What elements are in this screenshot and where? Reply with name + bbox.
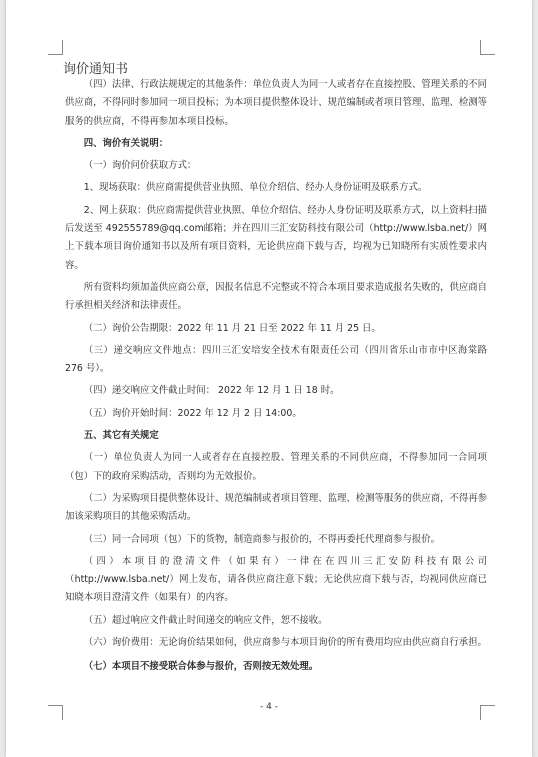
crop-mark-top-right — [480, 40, 495, 55]
page-number: - 4 - — [260, 702, 278, 712]
paragraph-inquiry-start: （五）询价开始时间：2022 年 12 月 2 日 14:00。 — [83, 407, 302, 419]
paragraph-announcement-period: （二）询价公告期限：2022 年 11 月 21 日至 2022 年 11 月 25 日。 — [83, 322, 381, 334]
paragraph-rule-7: （七）本项目不接受联合体参与报价，否则按无效处理。 — [83, 661, 319, 673]
paragraph-obtain-method: （一）询价问价获取方式： — [83, 160, 197, 172]
document-page — [6, 0, 532, 757]
paragraph-seal-requirement: 所有资料均须加盖供应商公章，因报名信息不完整或不符合本项目要求造成报名失败的，供应商自行承担相关经济和法律责任。 — [65, 281, 487, 312]
paragraph-online-obtain: 2、网上获取：供应商需提供营业执照、单位介绍信、经办人身份证明及联系方式，以上资料扫描后发送至 492555789@qq.com邮箱；并在四川三汇安防科技有限公司（http://www.lsba.net/）网上下载本项目询价通知书以及所有项目资料，无论供应商下载与否，均视为已知晓所有实质性要求内容。 — [65, 204, 487, 271]
paragraph-rule-6: （六）询价费用：无论询价结果如何，供应商参与本项目询价的所有费用均应由供应商自行承担。 — [83, 637, 487, 649]
paragraph-legal-conditions: （四）法律、行政法规规定的其他条件：单位负责人为同一人或者存在直接控股、管理关系的不同供应商，不得同时参加同一项目投标；为本项目提供整体设计、规范编制或者项目管理、监理、检测等服务的供应商，不得再参加本项目投标。 — [65, 79, 487, 127]
crop-mark-top-left — [48, 40, 63, 55]
document-title: 询价通知书 — [63, 62, 129, 77]
paragraph-rule-5: （五）超过响应文件截止时间递交的响应文件，恕不接收。 — [83, 614, 328, 626]
section-heading-other-rules: 五、其它有关规定 — [83, 430, 159, 442]
paragraph-rule-3: （三）同一合同项（包）下的货物，制造商参与报价的，不得再委托代理商参与报价。 — [83, 533, 441, 545]
paragraph-onsite-obtain: 1、现场获取：供应商需提供营业执照、单位介绍信、经办人身份证明及联系方式。 — [83, 182, 428, 194]
paragraph-rule-2: （二）为采购项目提供整体设计、规范编制或者项目管理、监理、检测等服务的供应商，不得再参加该采购项目的其他采购活动。 — [65, 492, 487, 523]
paragraph-submission-deadline: （四）递交响应文件截止时间： 2022 年 12 月 1 日 18 时。 — [83, 385, 340, 397]
section-heading-inquiry-notes: 四、询价有关说明： — [83, 137, 169, 149]
paragraph-rule-1: （一）单位负责人为同一人或者存在直接控股、管理关系的不同供应商，不得参加同一合同项（包）下的政府采购活动，否则均为无效报价。 — [65, 452, 487, 482]
paragraph-submission-location: （三）递交响应文件地点：四川三汇安培安全技术有限责任公司（四川省乐山市市中区海棠路 276 号）。 — [65, 344, 487, 375]
paragraph-rule-4: （四）本项目的澄清文件（如果有）一律在在四川三汇安防科技有限公司（http://www.lsba.net/）网上发布，请各供应商注意下载；无论供应商下载与否，均视同供应商已知晓本项目澄清文件（如果有）的内容。 — [65, 555, 487, 604]
document-body — [65, 76, 487, 677]
